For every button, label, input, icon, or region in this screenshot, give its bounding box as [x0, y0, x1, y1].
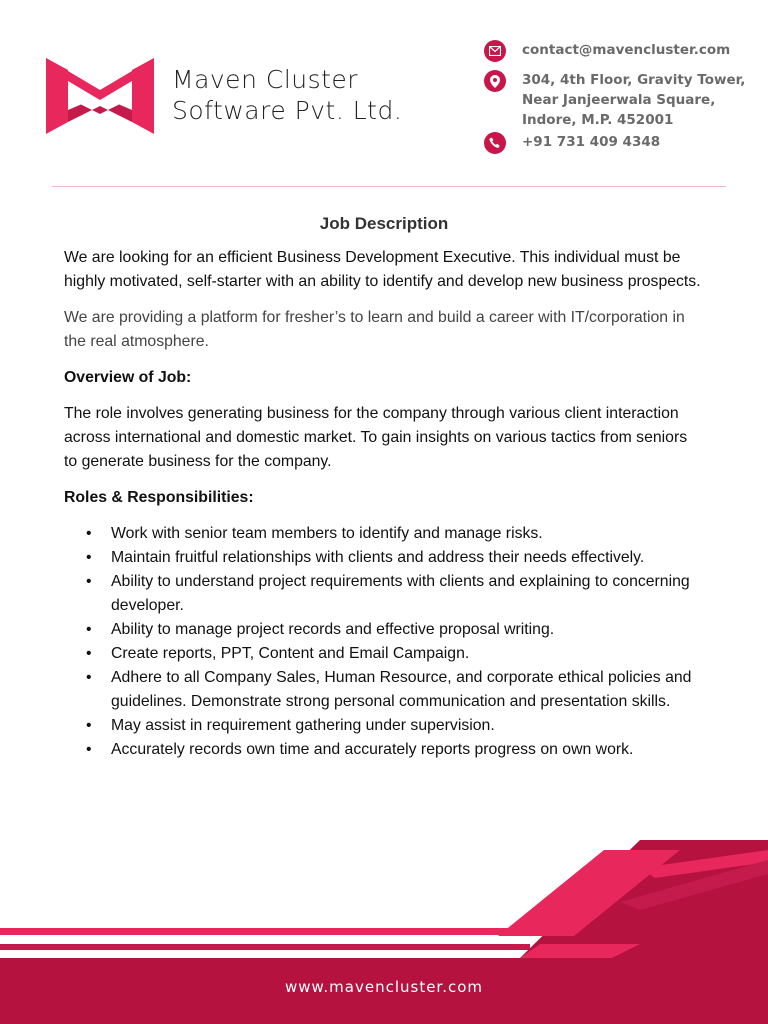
list-item	[64, 738, 704, 762]
role-text: Create reports, PPT, Content and Email Campaign.	[111, 645, 470, 662]
list-item	[64, 570, 704, 618]
list-item	[64, 642, 704, 666]
role-text: Adhere to all Company Sales, Human Resource, and corporate ethical policies and guidelines. Demonstrate strong personal communication and presentation skills.	[111, 669, 692, 710]
company-name-line1: Maven Cluster	[172, 65, 359, 94]
header-divider	[52, 186, 726, 187]
email-text[interactable]: contact@mavencluster.com	[522, 42, 731, 58]
list-item	[64, 522, 704, 546]
phone-text[interactable]: +91 731 409 4348	[522, 134, 661, 150]
website-link[interactable]: www.mavencluster.com	[284, 978, 484, 996]
role-text: May assist in requirement gathering under supervision.	[111, 717, 495, 734]
document-title: Job Description	[319, 214, 449, 233]
contact-phone	[484, 132, 754, 154]
platform-paragraph: We are providing a platform for fresher’s to learn and build a career with IT/corporation in the real atmosphere.	[64, 309, 685, 350]
list-item	[64, 618, 704, 642]
envelope-icon	[484, 40, 506, 62]
bullet: •	[86, 621, 92, 638]
list-item	[64, 546, 704, 570]
bullet: •	[86, 549, 92, 566]
company-name-line2: Software Pvt. Ltd.	[172, 96, 403, 125]
bullet: •	[86, 669, 92, 686]
letterhead	[0, 0, 768, 186]
intro-paragraph: We are looking for an efficient Business Development Executive. This individual must be highly motivated, self-starter with an ability to identify and develop new business prospects.	[64, 249, 701, 290]
role-text: Maintain fruitful relationships with clients and address their needs effectively.	[111, 549, 645, 566]
job-description-body	[64, 212, 704, 762]
list-item	[64, 666, 704, 714]
role-text: Accurately records own time and accurately reports progress on own work.	[111, 741, 634, 758]
location-pin-icon	[484, 70, 506, 92]
bullet: •	[86, 717, 92, 734]
contact-email	[484, 40, 754, 62]
role-text: Ability to manage project records and effective proposal writing.	[111, 621, 555, 638]
phone-icon	[484, 132, 506, 154]
company-name	[172, 64, 402, 126]
bullet: •	[86, 645, 92, 662]
overview-paragraph: The role involves generating business for the company through various client interaction across international and domestic market. To gain insights on various tactics from seniors to generate business for the company.	[64, 405, 688, 470]
contact-address	[484, 70, 754, 130]
company-logo	[46, 58, 154, 134]
bullet: •	[86, 741, 92, 758]
bullet: •	[86, 573, 92, 590]
list-item	[64, 714, 704, 738]
overview-heading: Overview of Job:	[64, 369, 192, 386]
role-text: Work with senior team members to identify and manage risks.	[111, 525, 543, 542]
address-text: 304, 4th Floor, Gravity Tower, Near Janjeerwala Square, Indore, M.P. 452001	[522, 72, 746, 128]
bullet: •	[86, 525, 92, 542]
roles-heading: Roles & Responsibilities:	[64, 489, 254, 506]
role-text: Ability to understand project requirements with clients and explaining to concerning developer.	[111, 573, 690, 614]
roles-list	[64, 522, 704, 762]
